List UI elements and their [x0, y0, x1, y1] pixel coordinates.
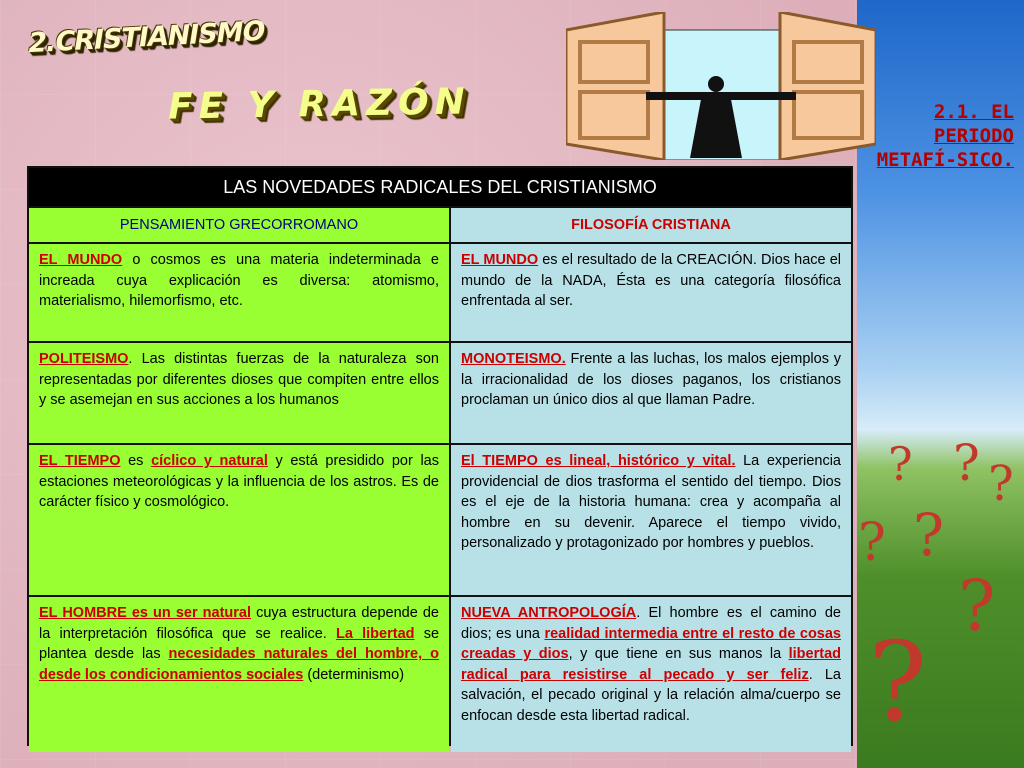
keyword: EL MUNDO: [39, 252, 123, 268]
cell-text: (determinismo): [303, 666, 405, 683]
cell-text: . Las distintas fuerzas de la naturaleza son representadas por diferentes dioses que compiten entre ellos y se asemejan en sus acciones a los humanos: [39, 351, 439, 409]
question-mark-icon: ?: [958, 565, 996, 647]
slide-subtitle: FE Y RAZÓN: [167, 81, 472, 128]
keyword: EL MUNDO: [461, 252, 539, 268]
cell-text: La experiencia providencial de dios trasforma el sentido del tiempo. Dios es el eje de la historia humana: crea y acompaña al hombre en su devenir. Aparece el tiempo vivido, personalizado y protagonizado por hombres y pueblos.: [461, 453, 841, 552]
question-mark-icon: ?: [868, 618, 927, 746]
keyword: POLITEISMO: [39, 351, 129, 367]
cell-text: se plantea desde las: [39, 625, 440, 663]
cell-text: es el resultado de la CREACIÓN. Dios hace el mundo de la NADA, Ésta es una categoría filosófica enfrentada al ser.: [461, 252, 841, 310]
column-header-left: PENSAMIENTO GRECORROMANO: [29, 208, 449, 242]
table-cell: [29, 343, 449, 443]
keyword: cíclico y natural: [151, 453, 268, 469]
keyword: necesidades naturales del hombre, o desde los condicionamientos sociales: [39, 646, 439, 683]
cell-text: . El hombre es el camino de dios; es una: [461, 605, 841, 642]
question-mark-icon: ?: [913, 501, 945, 569]
cell-text: o cosmos es una materia indeterminada e increada cuya explicación es diversa: atomismo, materialismo, hilemorfismo, etc.: [39, 252, 439, 310]
keyword: NUEVA ANTROPOLOGÍA: [461, 605, 637, 621]
column-header-right: FILOSOFÍA CRISTIANA: [451, 208, 851, 242]
question-mark-icon: ?: [858, 513, 886, 573]
cell-text: , y que tiene en sus manos la: [568, 646, 789, 663]
slide-title: 2.CRISTIANISMO: [25, 15, 267, 60]
keyword: libertad radical para resistirse al pecado y ser feliz: [461, 646, 841, 683]
table-cell: [29, 244, 449, 341]
table-cell: [451, 244, 851, 341]
table-cell: [29, 445, 449, 595]
question-mark-icon: ?: [888, 437, 913, 491]
keyword: El TIEMPO es lineal, histórico y vital.: [461, 453, 736, 469]
keyword: MONOTEISMO.: [461, 351, 566, 367]
table-cell: [29, 597, 449, 752]
keyword: EL HOMBRE es un ser natural: [39, 605, 252, 621]
keyword: realidad intermedia entre el resto de cosas creadas y dios: [461, 625, 841, 663]
cell-text: cuya estructura depende de la interpretación filosófica que se realice.: [39, 605, 439, 642]
table-cell: [451, 343, 851, 443]
question-mark-icon: ?: [988, 456, 1014, 512]
question-marks-decoration: [858, 420, 1024, 768]
keyword: EL TIEMPO: [39, 453, 121, 469]
table-title: LAS NOVEDADES RADICALES DEL CRISTIANISMO: [29, 168, 851, 206]
keyword: La libertad: [336, 625, 415, 642]
cell-text: . La salvación, el pecado original y la relación alma/cuerpo se enfocan desde esta libertad radical.: [461, 666, 841, 724]
table-cell: [451, 445, 851, 595]
open-doors-icon: [566, 12, 876, 160]
cell-text: y está presidido por las estaciones meteorológicas y la influencia de los astros. Es de carácter físico y cosmológico.: [39, 453, 439, 511]
cell-text: Frente a las luchas, los malos ejemplos y la irracionalidad de los dioses paganos, los cristianos proclaman un único dios al que llaman Padre.: [461, 351, 841, 409]
comparison-table: [27, 166, 853, 746]
table-cell: [451, 597, 851, 752]
question-mark-icon: ?: [953, 434, 980, 492]
section-title: 2.1. EL PERIODO METAFÍ-SICO.: [876, 101, 1014, 171]
cell-text: es: [120, 453, 152, 469]
